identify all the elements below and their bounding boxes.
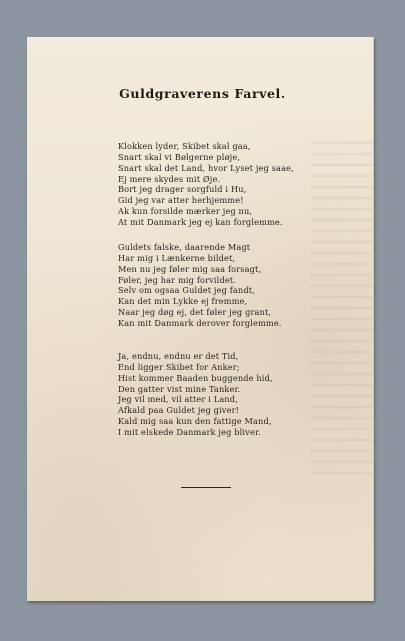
poem-line: Afkald paa Guldet jeg giver! [118, 405, 240, 416]
poem-line: Naar jeg døg ej, det føler jeg grant, [118, 307, 272, 318]
poem-line: Snart skal det Land, hvor Lyset jeg saae, [118, 162, 294, 173]
poem-line: Hist kommer Baaden buggende hid, [118, 372, 273, 383]
poem-line: Føler, jeg har mig forvildet. [118, 274, 237, 285]
stanza-1 [118, 141, 294, 228]
stanza-3 [118, 351, 273, 438]
poem-line: Kan det min Lykke ej fremme, [118, 296, 248, 307]
poem-line: Men nu jeg føler mig saa forsagt, [118, 263, 262, 274]
poem-line: Snart skal vi Bølgerne pløje, [118, 151, 241, 162]
closing-rule [181, 487, 231, 488]
poem-line: End ligger Skibet for Anker; [118, 361, 240, 372]
poem-line: Ej mere skydes mit Øje. [118, 173, 221, 184]
poem-line: Ak kun forsilde mærker jeg nu, [118, 206, 253, 217]
poem-line: Kan mit Danmark derover forglemme. [118, 317, 282, 328]
poem-line: Selv om ogsaa Guldet jeg fandt, [118, 285, 255, 296]
show-through-text [311, 137, 386, 477]
poem-title: Guldgraverens Farvel. [119, 86, 286, 101]
poem-line: Guldets falske, daarende Magt [118, 242, 251, 252]
stanza-2 [118, 242, 282, 329]
poem-line: At mit Danmark jeg ej kan forglemme. [118, 216, 283, 227]
poem-line: Jeg vil med, vil atter i Land, [118, 394, 238, 405]
poem-line: Kald mig saa kun den fattige Mand, [118, 416, 272, 427]
poem-line: I mit elskede Danmark jeg bliver. [118, 426, 261, 437]
poem-line: Bort jeg drager sorgfuld i Hu, [118, 184, 247, 195]
poem-line: Har mig i Lænkerne bildet, [118, 252, 236, 263]
poem-line: Gid jeg var atter herhjemme! [118, 195, 244, 206]
poem-line: Ja, endnu, endnu er det Tid, [118, 351, 239, 361]
poem-line: Den gatter vist mine Tanker. [118, 383, 241, 394]
poem-line: Klokken lyder, Skibet skal gaa, [118, 141, 251, 151]
